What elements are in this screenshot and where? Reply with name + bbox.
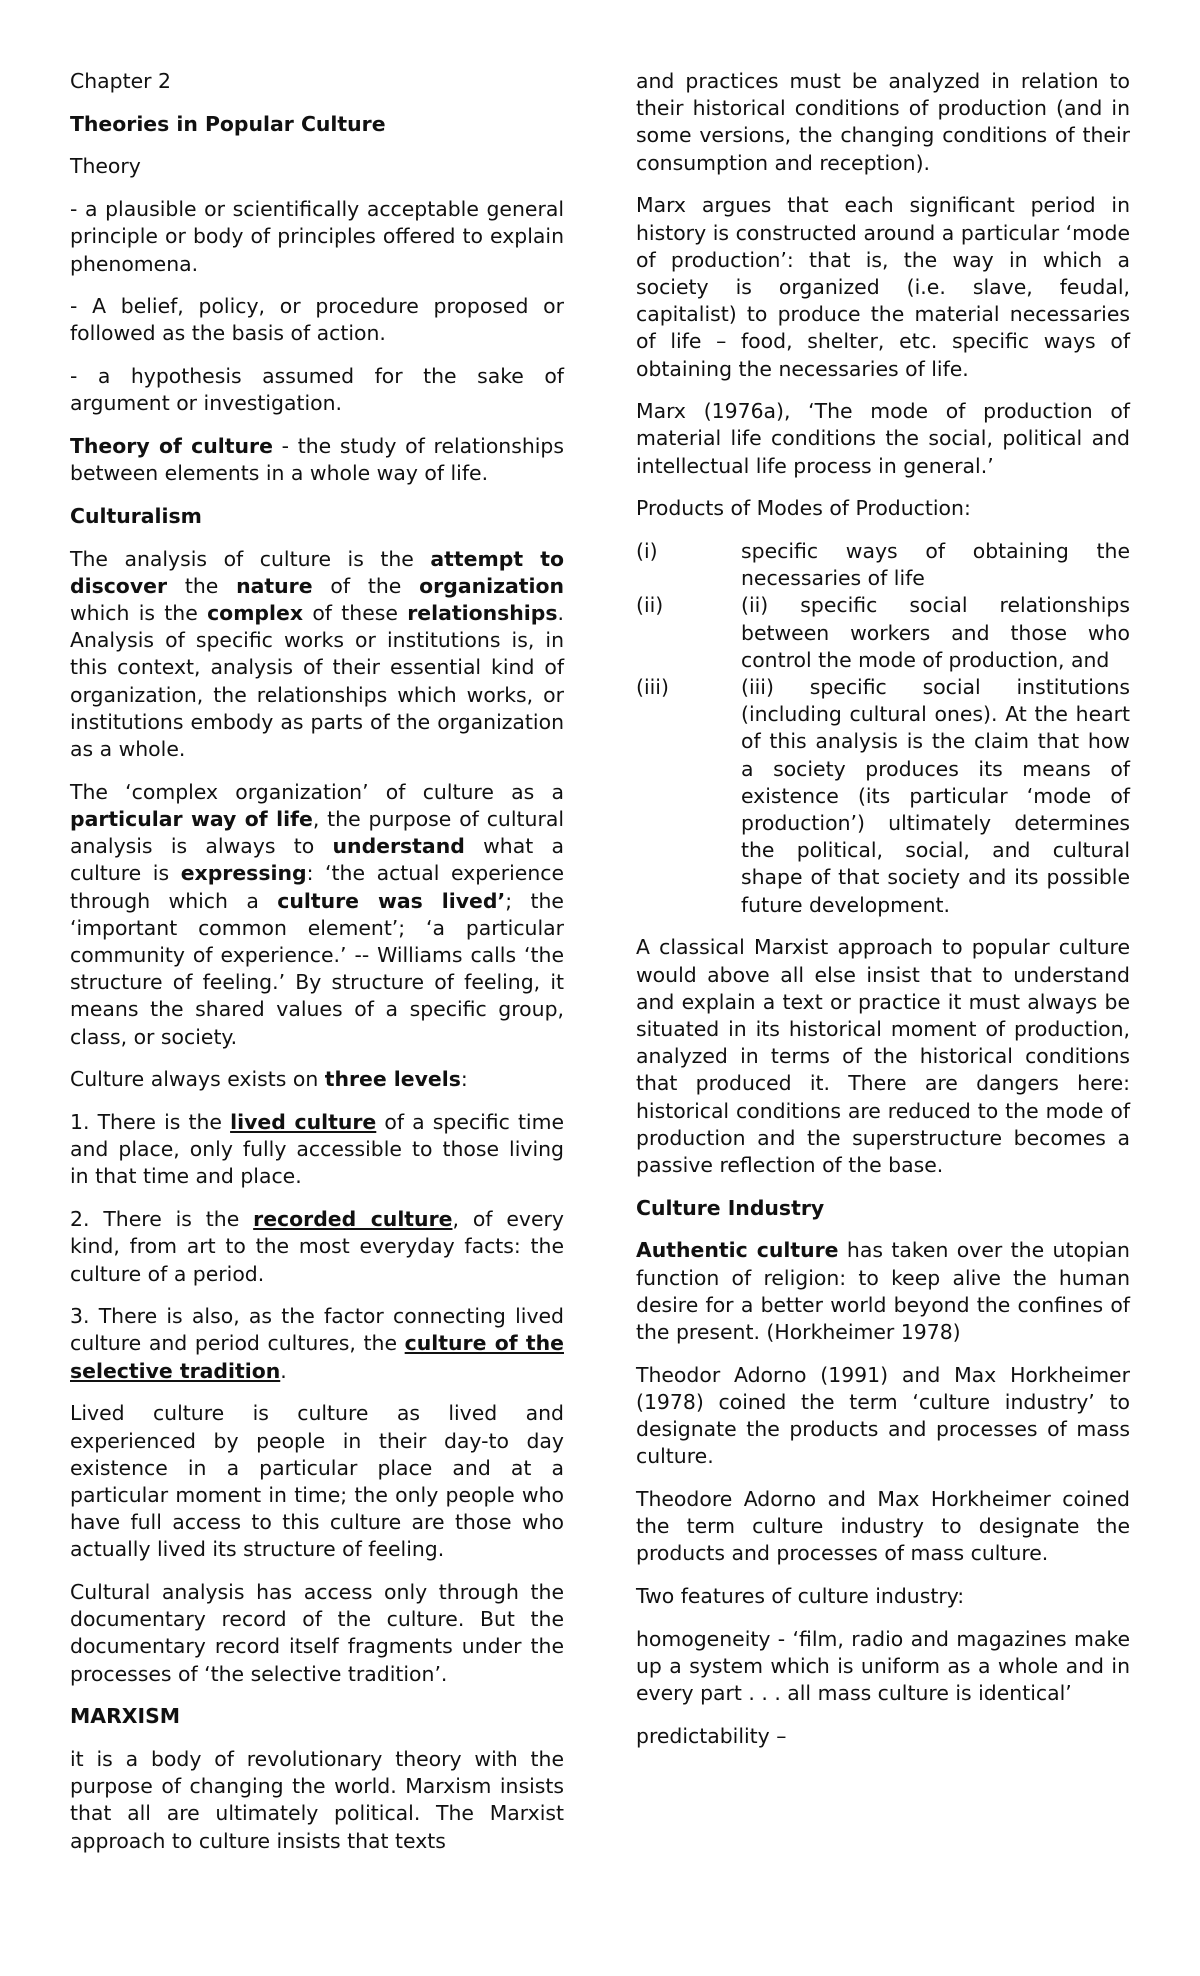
three-levels-intro: Culture always exists on three levels: bbox=[70, 1067, 468, 1092]
level-three: 3. There is also, as the factor connecting lived culture and period cultures, the culture of the selective tradition. bbox=[70, 1304, 564, 1383]
theory-definition: - A belief, policy, or procedure proposed or followed as the basis of action. bbox=[70, 294, 564, 346]
lived-culture-paragraph: Lived culture is culture as lived and experienced by people in their day-to day existence in a particular place and at a particular moment in time; the only people who have full access to this culture are those who actually lived its structure of feeling. bbox=[70, 1401, 564, 1562]
page-title: Theories in Popular Culture bbox=[70, 111, 386, 136]
list-item: (ii) (ii) specific social relationships between workers and those who control the mode of production, and bbox=[636, 593, 1130, 672]
marxism-paragraph: it is a body of revolutionary theory with the purpose of changing the world. Marxism insists that all are ultimately political. The Marxist approach to culture insists that texts bbox=[70, 1747, 564, 1853]
culture-industry-heading: Culture Industry bbox=[636, 1195, 825, 1220]
features-label: Two features of culture industry: bbox=[636, 1584, 965, 1609]
level-two: 2. There is the recorded culture, of every kind, from art to the most everyday facts: the culture of a period. bbox=[70, 1207, 564, 1286]
theory-definition: - a plausible or scientifically acceptable general principle or body of principles offered to explain phenomena. bbox=[70, 197, 564, 276]
culturalism-paragraph: The analysis of culture is the attempt to discover the nature of the organization which is the complex of these relationships. Analysis of specific works or institutions is, in this context, analysis of their essential kind of organization, the relationships which works, or institutions embody as parts of the organization as a whole. bbox=[70, 546, 564, 762]
list-item: (i) specific ways of obtaining the necessaries of life bbox=[636, 539, 1130, 591]
classical-marxist-paragraph: A classical Marxist approach to popular culture would above all else insist that to understand and explain a text or practice it must always be situated in its historical moment of production, analyzed in terms of the historical conditions that produced it. There are dangers here: historical conditions are reduced to the mode of production and the superstructure becomes a passive reflection of the base. bbox=[636, 935, 1130, 1178]
right-column bbox=[636, 68, 1130, 1766]
homogeneity-paragraph: homogeneity - ‘film, radio and magazines make up a system which is uniform as a whole and in every part . . . all mass culture is identical’ bbox=[636, 1626, 1130, 1706]
marxism-continuation: and practices must be analyzed in relation to their historical conditions of production (and in some versions, the changing conditions of their consumption and reception). bbox=[636, 69, 1130, 175]
products-list bbox=[636, 538, 1130, 919]
theory-of-culture-definition: Theory of culture - the study of relationships between elements in a whole way of life. bbox=[70, 434, 564, 486]
adorno-paragraph: Theodor Adorno (1991) and Max Horkheimer (1978) coined the term ‘culture industry’ to designate the products and processes of mass culture. bbox=[636, 1362, 1130, 1469]
marxism-heading: MARXISM bbox=[70, 1704, 181, 1729]
chapter-label: Chapter 2 bbox=[70, 69, 171, 93]
authentic-culture-paragraph: Authentic culture has taken over the utopian function of religion: to keep alive the human desire for a better world beyond the confines of the present. (Horkheimer 1978) bbox=[636, 1238, 1130, 1345]
theory-label: Theory bbox=[70, 154, 141, 179]
predictability-paragraph: predictability – bbox=[636, 1723, 787, 1748]
level-one: 1. There is the lived culture of a specific time and place, only fully accessible to those living in that time and place. bbox=[70, 1110, 565, 1189]
mode-of-production-paragraph: Marx argues that each significant period in history is constructed around a particular ‘mode of production’: that is, the way in which a society is organized (i.e. slave, feudal, capitalist) to produce the material necessaries of life – food, shelter, etc. specific ways of obtaining the necessaries of life. bbox=[636, 193, 1130, 381]
cultural-analysis-paragraph: Cultural analysis has access only through the documentary record of the culture. But the documentary record itself fragments under the processes of ‘the selective tradition’. bbox=[70, 1580, 564, 1686]
list-item: (iii) (iii) specific social institutions (including cultural ones). At the heart of this analysis is the claim that how a society produces its means of existence (its particular ‘mode of production’) ultimately determines the political, social, and cultural shape of that society and its possible future development. bbox=[636, 675, 1130, 917]
theory-definition: - a hypothesis assumed for the sake of argument or investigation. bbox=[70, 364, 564, 416]
products-label: Products of Modes of Production: bbox=[636, 496, 971, 521]
left-column bbox=[70, 68, 564, 1870]
culturalism-heading: Culturalism bbox=[70, 503, 202, 528]
marx-quote-paragraph: Marx (1976a), ‘The mode of production of material life conditions the social, political and intellectual life process in general.’ bbox=[636, 399, 1130, 478]
way-of-life-paragraph: The ‘complex organization’ of culture as a particular way of life, the purpose of cultural analysis is always to understand what a culture is expressing: ‘the actual experience through which a culture was lived’; the ‘important common element’; ‘a particular community of experience.’ -- Williams calls ‘the structure of feeling.’ By structure of feeling, it means the shared values of a specific group, class, or society. bbox=[70, 779, 565, 1049]
adorno-paragraph: Theodore Adorno and Max Horkheimer coined the term culture industry to designate the products and processes of mass culture. bbox=[636, 1487, 1130, 1566]
